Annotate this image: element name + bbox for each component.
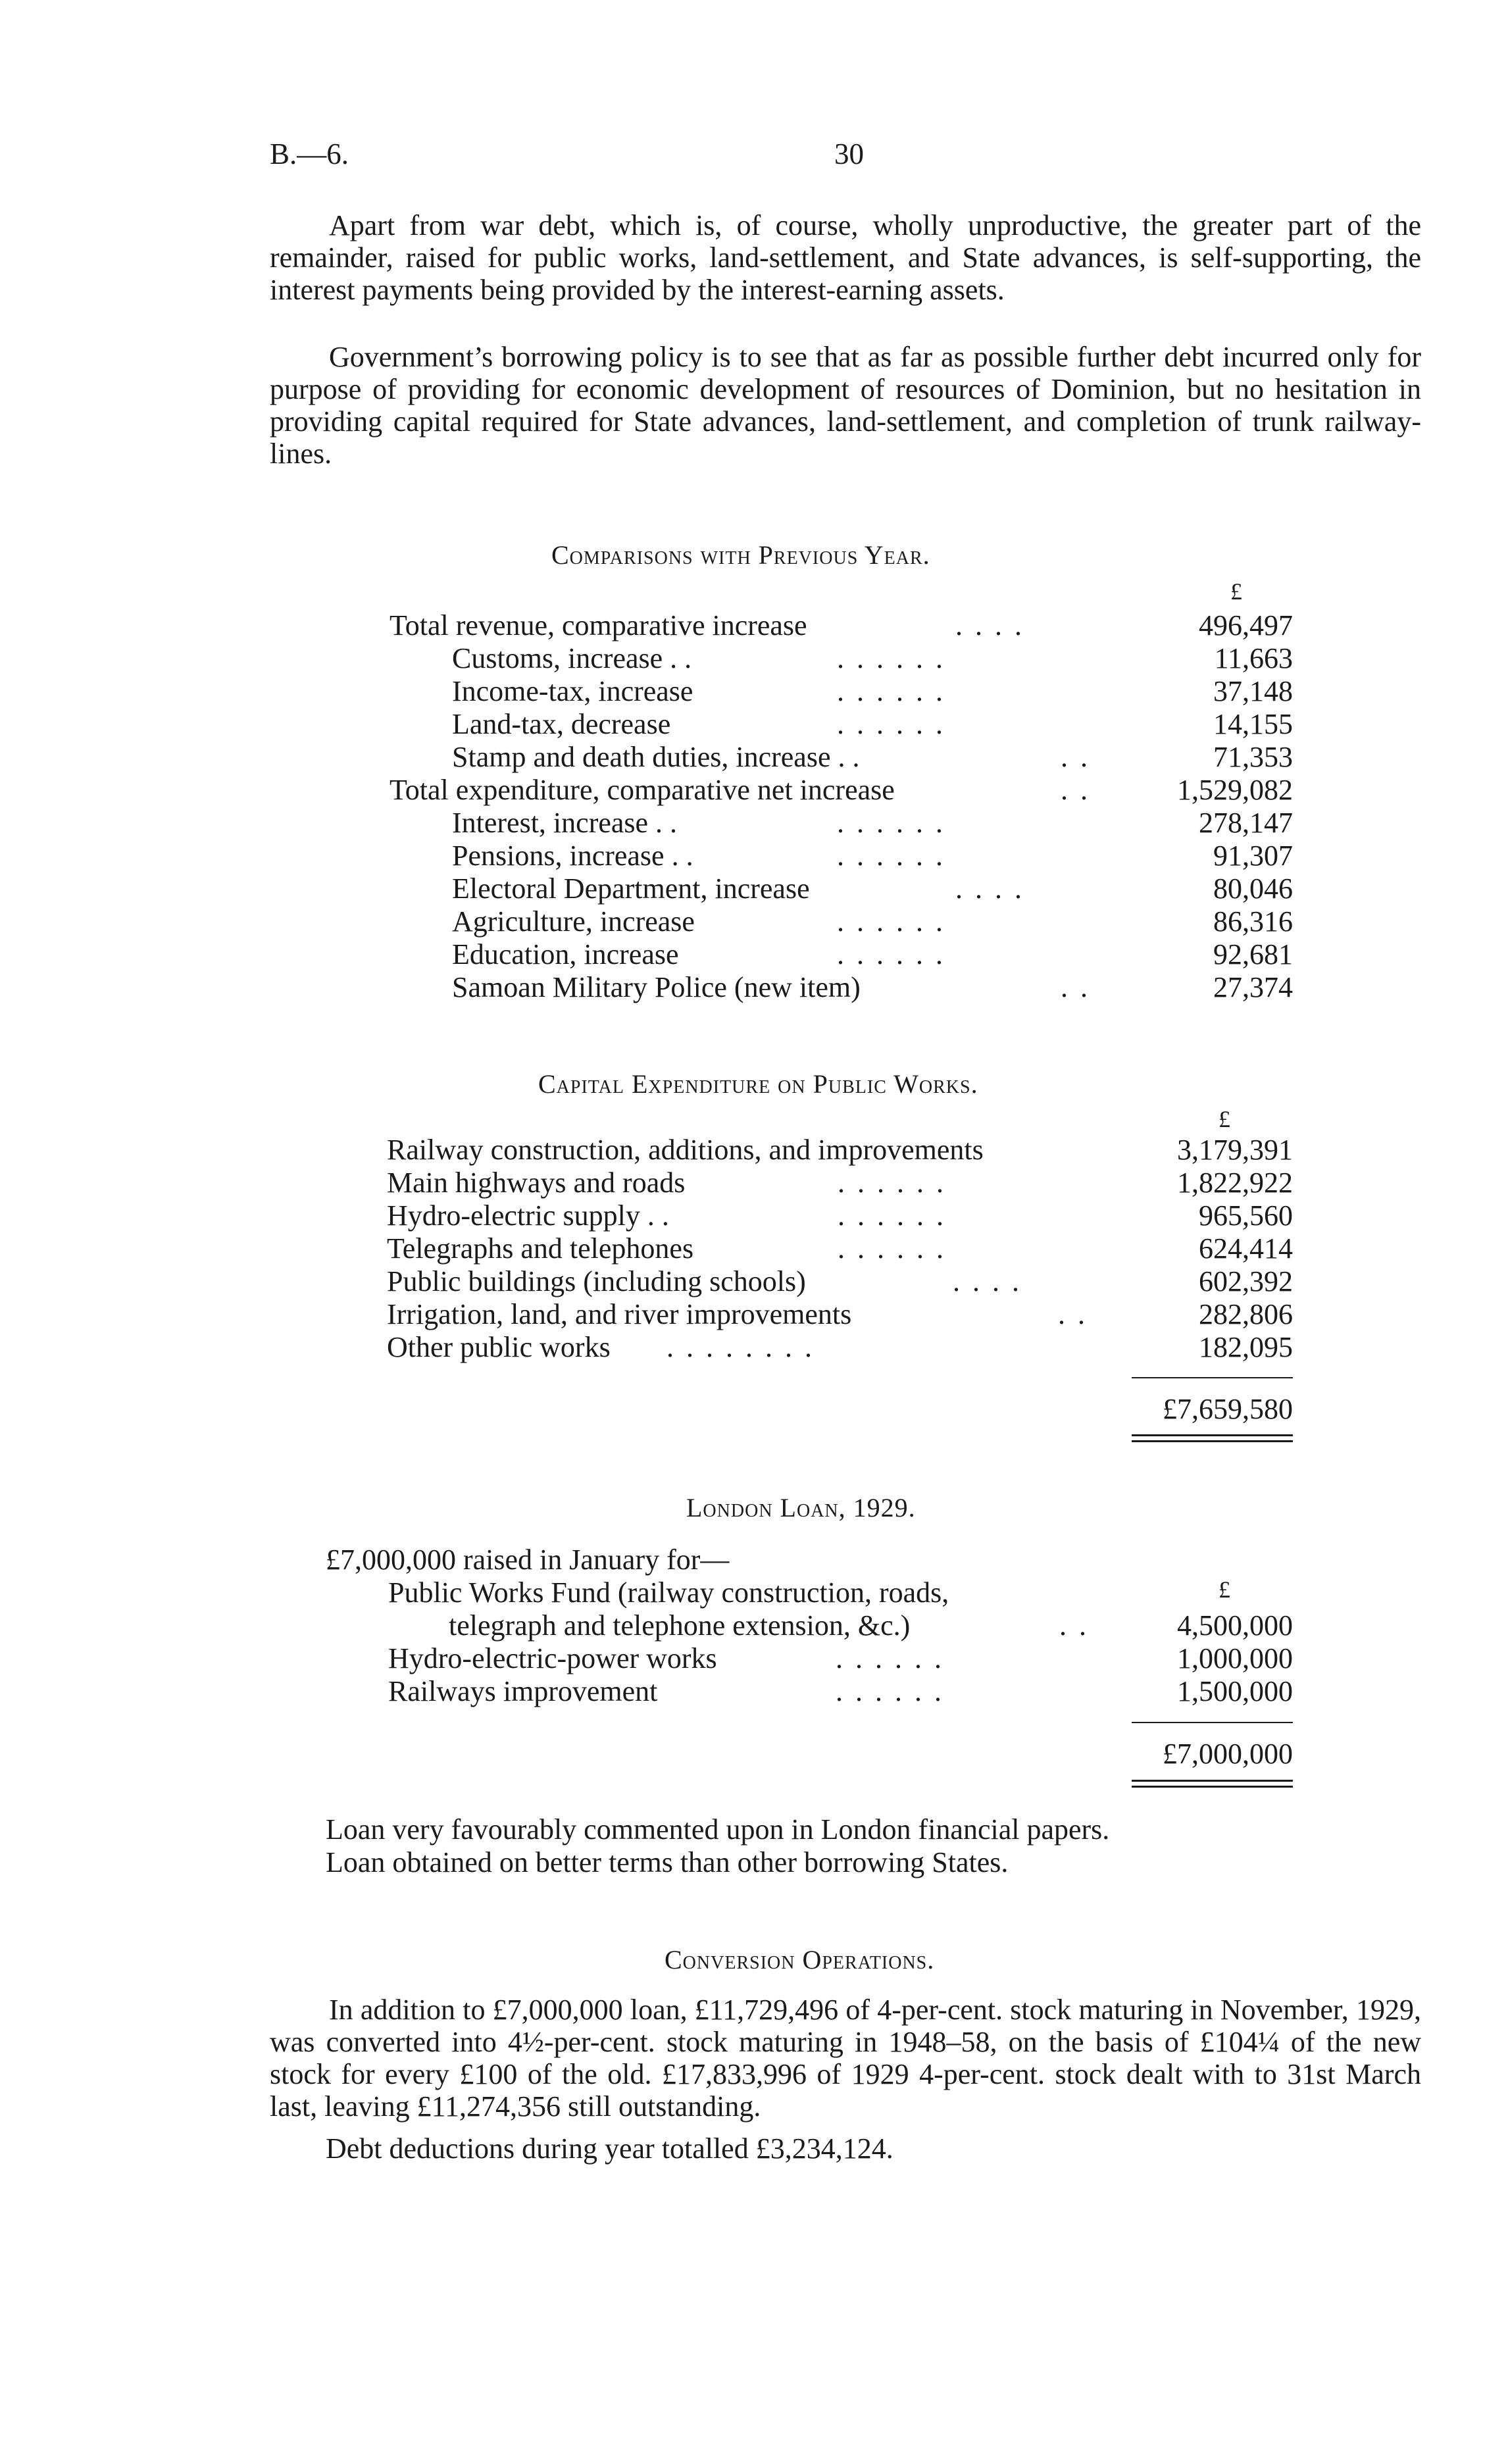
row-amount: 91,307 — [1213, 840, 1293, 872]
leader-dots: . . . . . . — [838, 1167, 946, 1199]
row-label: Total expenditure, comparative net increase — [390, 774, 895, 806]
loan-note-2: Loan obtained on better terms than other borrowing States. — [326, 1846, 1009, 1878]
row-label: Main highways and roads — [387, 1167, 686, 1199]
table-row — [387, 1265, 1293, 1297]
row-label: Railway construction, additions, and improvements — [387, 1134, 984, 1166]
loan-note-1: Loan very favourably commented upon in London financial papers. — [326, 1813, 1110, 1846]
row-amount: 27,374 — [1213, 971, 1293, 1003]
row-label: Income-tax, increase — [452, 675, 693, 707]
leader-dots: . . . . — [955, 609, 1024, 641]
row-label: Electoral Department, increase — [452, 872, 810, 905]
leader-dots: . . . . . . — [836, 1642, 944, 1674]
row-amount: 278,147 — [1199, 807, 1293, 839]
row-label: Education, increase — [452, 938, 679, 970]
table-row — [390, 905, 1293, 938]
row-label: Customs, increase . . — [452, 642, 692, 674]
row-label: Interest, increase . . — [452, 807, 678, 839]
debt-deductions-line: Debt deductions during year totalled £3,234,124. — [326, 2132, 893, 2165]
table-row — [387, 1133, 1293, 1166]
loan-total: £7,000,000 — [1163, 1738, 1293, 1770]
row-label: telegraph and telephone extension, &c.) — [449, 1609, 911, 1642]
capital-currency-header: £ — [1219, 1106, 1230, 1132]
leader-dots: . . . . . . . . — [666, 1331, 815, 1363]
row-label: Samoan Military Police (new item) — [452, 971, 861, 1003]
table-row — [390, 839, 1293, 872]
leader-dots: . . — [1061, 774, 1090, 806]
subtotal-rule — [1132, 1377, 1293, 1378]
leader-dots: . . . . . . — [837, 807, 945, 839]
table-row — [390, 938, 1293, 970]
row-amount: 14,155 — [1213, 708, 1293, 740]
leader-dots: . . . . . . — [838, 1232, 946, 1265]
row-amount: 11,663 — [1214, 642, 1293, 674]
row-amount: 3,179,391 — [1177, 1134, 1293, 1166]
row-label: Total revenue, comparative increase — [390, 609, 807, 641]
loan-intro: £7,000,000 raised in January for— — [326, 1544, 730, 1576]
intro-paragraph-2: Government’s borrowing policy is to see that as far as possible further debt incurred only for purpose of providing for economic development of resources of Dominion, but no hesitation in providing capital required for State advances, land-settlement, and completion of trunk railway-lines. — [270, 341, 1421, 470]
row-amount: 92,681 — [1213, 938, 1293, 970]
leader-dots: . . . . . . — [837, 840, 945, 872]
table-row — [390, 740, 1293, 773]
row-label: Stamp and death duties, increase . . — [452, 741, 860, 773]
row-amount: 602,392 — [1199, 1265, 1293, 1297]
table-row — [387, 1330, 1293, 1363]
leader-dots: . . — [1061, 741, 1090, 773]
total-double-rule — [1132, 1434, 1293, 1442]
row-label: Telegraphs and telephones — [387, 1232, 694, 1265]
row-label: Land-tax, decrease — [452, 708, 671, 740]
leader-dots: . . . . . . — [837, 642, 945, 674]
table-row — [390, 641, 1293, 674]
row-amount: 1,529,082 — [1177, 774, 1293, 806]
row-amount: 1,000,000 — [1177, 1642, 1293, 1674]
table-row — [387, 1199, 1293, 1232]
row-amount: 182,095 — [1199, 1331, 1293, 1363]
row-label: Pensions, increase . . — [452, 840, 693, 872]
loan-line-1: Public Works Fund (railway construction, roads, — [388, 1576, 949, 1609]
capital-total: £7,659,580 — [1163, 1393, 1293, 1425]
leader-dots: . . . . — [955, 872, 1024, 905]
row-label: Hydro-electric-power works — [388, 1642, 717, 1674]
row-amount: 4,500,000 — [1177, 1609, 1293, 1642]
row-label: Other public works — [387, 1331, 611, 1363]
leader-dots: . . . . . . — [837, 938, 945, 970]
leader-dots: . . . . — [953, 1265, 1022, 1297]
table-row — [388, 1609, 1293, 1642]
row-amount: 1,500,000 — [1177, 1675, 1293, 1707]
leader-dots: . . . . . . — [836, 1675, 944, 1707]
row-amount: 1,822,922 — [1177, 1167, 1293, 1199]
table-row — [388, 1674, 1293, 1707]
table-row — [390, 609, 1293, 641]
row-amount: 496,497 — [1199, 609, 1293, 641]
intro-paragraph-1: Apart from war debt, which is, of course, wholly unproductive, the greater part of the remainder, raised for public works, land-settlement, and State advances, is self-supporting, the interest payments being provided by the interest-earning assets. — [270, 209, 1421, 306]
row-label: Public buildings (including schools) — [387, 1265, 806, 1297]
subtotal-rule — [1132, 1722, 1293, 1723]
loan-heading: London Loan, 1929. — [686, 1493, 916, 1522]
loan-currency-header: £ — [1219, 1576, 1230, 1603]
row-label: Railways improvement — [388, 1675, 658, 1707]
row-amount: 86,316 — [1213, 905, 1293, 938]
row-amount: 282,806 — [1199, 1298, 1293, 1330]
leader-dots: . . . . . . — [837, 708, 945, 740]
conversion-heading: Conversion Operations. — [665, 1945, 935, 1974]
leader-dots: . . . . . . — [838, 1199, 946, 1232]
row-amount: 37,148 — [1213, 675, 1293, 707]
row-amount: 624,414 — [1199, 1232, 1293, 1265]
row-amount: 71,353 — [1213, 741, 1293, 773]
row-label: Hydro-electric supply . . — [387, 1199, 669, 1232]
total-double-rule — [1132, 1780, 1293, 1788]
leader-dots: . . . . . . — [837, 905, 945, 938]
table-row — [390, 806, 1293, 839]
table-row — [390, 872, 1293, 905]
leader-dots: . . — [1059, 1609, 1089, 1642]
row-label: Irrigation, land, and river improvements — [387, 1298, 852, 1330]
table-row — [390, 707, 1293, 740]
table-row — [387, 1166, 1293, 1199]
capital-heading: Capital Expenditure on Public Works. — [538, 1069, 978, 1099]
leader-dots: . . — [1061, 971, 1090, 1003]
table-row — [387, 1297, 1293, 1330]
table-row — [390, 970, 1293, 1003]
table-row — [390, 674, 1293, 707]
table-row — [387, 1232, 1293, 1265]
leader-dots: . . . . . . — [837, 675, 945, 707]
row-amount: 80,046 — [1213, 872, 1293, 905]
table-row — [388, 1642, 1293, 1674]
document-reference: B.—6. — [270, 138, 349, 170]
leader-dots: . . — [1058, 1298, 1088, 1330]
conversion-paragraph: In addition to £7,000,000 loan, £11,729,496 of 4-per-cent. stock maturing in November, 1929, was converted into 4½-per-cent. stock maturing in 1948–58, on the basis of £104¼ of the new stock for every £100 of the old. £17,833,996 of 1929 4-per-cent. stock dealt with to 31st March last, leaving £11,274,356 still outstanding. — [270, 1994, 1421, 2123]
row-amount: 965,560 — [1199, 1199, 1293, 1232]
table-row — [390, 773, 1293, 806]
page-number: 30 — [834, 138, 864, 170]
comparisons-currency-header: £ — [1230, 578, 1242, 605]
comparisons-heading: Comparisons with Previous Year. — [551, 540, 930, 570]
row-label: Agriculture, increase — [452, 905, 695, 938]
